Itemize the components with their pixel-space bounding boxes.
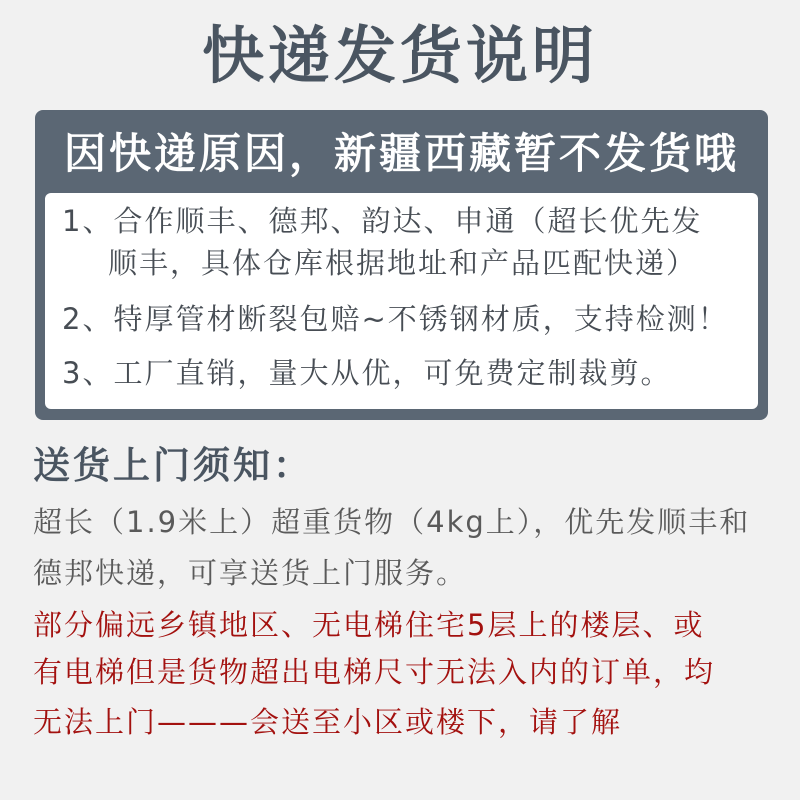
list-item-continuation: 顺丰，具体仓库根据地址和产品匹配快递）: [108, 246, 698, 280]
delivery-info-line: 德邦快递，可享送货上门服务。: [33, 556, 468, 590]
list-item: 1、合作顺丰、德邦、韵达、申通（超长优先发: [62, 204, 703, 238]
shipping-notice-panel: [35, 110, 768, 420]
notice-list-card: [45, 193, 758, 409]
page-title: 快递发货说明: [201, 19, 598, 92]
delivery-heading: 送货上门须知：: [33, 444, 313, 487]
list-item: 3、工厂直销，量大从优，可免费定制裁剪。: [62, 356, 672, 390]
delivery-warning-line: 有电梯但是货物超出电梯尺寸无法入内的订单，均: [33, 655, 716, 689]
list-item: 2、特厚管材断裂包赔~不锈钢材质，支持检测！: [62, 302, 729, 336]
delivery-warning-line: 无法上门———会送至小区或楼下，请了解: [33, 705, 623, 739]
delivery-info-line: 超长（1.9米上）超重货物（4kg上），优先发顺丰和: [33, 505, 751, 539]
delivery-warning-line: 部分偏远乡镇地区、无电梯住宅5层上的楼层、或: [33, 608, 705, 642]
notice-panel-header: 因快递原因，新疆西藏暂不发货哦: [63, 129, 739, 178]
